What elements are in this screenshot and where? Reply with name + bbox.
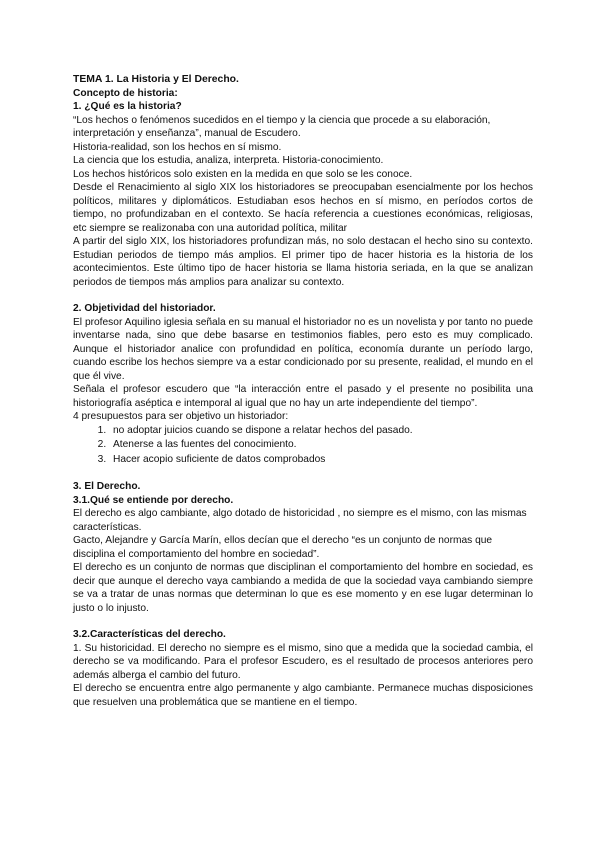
- list-item: 3. Hacer acopio suficiente de datos comprobados: [109, 453, 533, 467]
- section-3-2-paragraph: El derecho se encuentra entre algo permanente y algo cambiante. Permanece muchas disposiciones que resuelven una problemática que se mantiene en el tiempo.: [73, 683, 533, 708]
- section-1-heading: 1. ¿Qué es la historia?: [73, 101, 182, 112]
- section-1-paragraph: Historia-realidad, son los hechos en sí mismo.: [73, 141, 282, 153]
- section-2-paragraph: Señala el profesor escudero que “la interacción entre el pasado y el presente no posibilita una historiografía aséptica e intemporal al igual que no hay un arte independiente del tiempo”.: [73, 384, 533, 409]
- section-1-paragraph: La ciencia que los estudia, analiza, interpreta. Historia-conocimiento.: [73, 155, 384, 166]
- section-3-1-paragraph: El derecho es algo cambiante, algo dotado de historicidad , no siempre es el mismo, con las mismas características.: [73, 508, 527, 533]
- list-item: 2. Atenerse a las fuentes del conocimiento.: [109, 438, 533, 452]
- document-body: [73, 73, 533, 709]
- document-title: TEMA 1. La Historia y El Derecho.: [73, 74, 239, 85]
- section-3-2-paragraph: 1. Su historicidad. El derecho no siempre es el mismo, sino que a medida que la sociedad cambia, el derecho se va modificando. Para el profesor Escudero, es el resultado de procesos anteriores pero además alberga el cambio del futuro.: [73, 642, 533, 681]
- section-2-heading: 2. Objetividad del historiador.: [73, 303, 216, 314]
- section-2-paragraph: 4 presupuestos para ser objetivo un historiador:: [73, 411, 289, 422]
- section-1-paragraph: “Los hechos o fenómenos sucedidos en el tiempo y la ciencia que procede a su elaboración, interpretación y enseñanza”, manual de Escudero.: [73, 114, 491, 139]
- document-subtitle: Concepto de historia:: [73, 87, 178, 99]
- spacer: [73, 615, 533, 628]
- section-1-paragraph: A partir del siglo XIX, los historiadores profundizan más, no solo destacan el hecho sino su contexto. Estudian periodos de tiempo más amplios. El primer tipo de hacer historia es la historia de los acontecimientos. Este último tipo de hacer historia se llama historia seriada, en la que se analizan periodos de tiempos más amplios para analizar su contexto.: [73, 236, 533, 288]
- section-3-2-heading: 3.2.Características del derecho.: [73, 629, 226, 640]
- spacer: [73, 289, 533, 302]
- spacer: [73, 467, 533, 480]
- section-1-paragraph: Desde el Renacimiento al siglo XIX los historiadores se preocupaban esencialmente por los hechos políticos, militares y diplomáticos. Estudiaban esos hechos en sí mismo, en períodos cortos de tiempo, no profundizaban en el contexto. Se hacía referencia a cuestiones económicas, religiosas, etc siempre se realizonaba con una autoridad política, militar: [73, 182, 533, 234]
- section-2-paragraph: El profesor Aquilino iglesia señala en su manual el historiador no es un novelista y por tanto no puede inventarse nada, sino que debe basarse en testimonios fiables, pero esto es muy complicado. Aunque el historiador analice con profundidad en política, economía durante un período largo, cuando escribe los hechos siempre va a estar condicionado por su presente, realidad, el mundo en el que él vive.: [73, 316, 533, 382]
- section-3-1-heading: 3.1.Qué se entiende por derecho.: [73, 494, 234, 506]
- presupuestos-list: [73, 424, 533, 467]
- section-3-1-paragraph: Gacto, Alejandre y García Marín, ellos decían que el derecho “es un conjunto de normas que disciplina el comportamiento del hombre en sociedad”.: [73, 535, 493, 560]
- list-item: 1. no adoptar juicios cuando se dispone a relatar hechos del pasado.: [109, 424, 533, 438]
- section-3-heading: 3. El Derecho.: [73, 481, 141, 492]
- section-3-1-paragraph: El derecho es un conjunto de normas que disciplinan el comportamiento del hombre en sociedad, es decir que aunque el derecho vaya cambiando a medida de que la sociedad vaya cambiando siempre se va a tratar de unas normas que determinan lo que es ese momento y en ese lugar determinan lo justo o lo injusto.: [73, 562, 533, 614]
- section-1-paragraph: Los hechos históricos solo existen en la medida en que solo se les conoce.: [73, 168, 413, 180]
